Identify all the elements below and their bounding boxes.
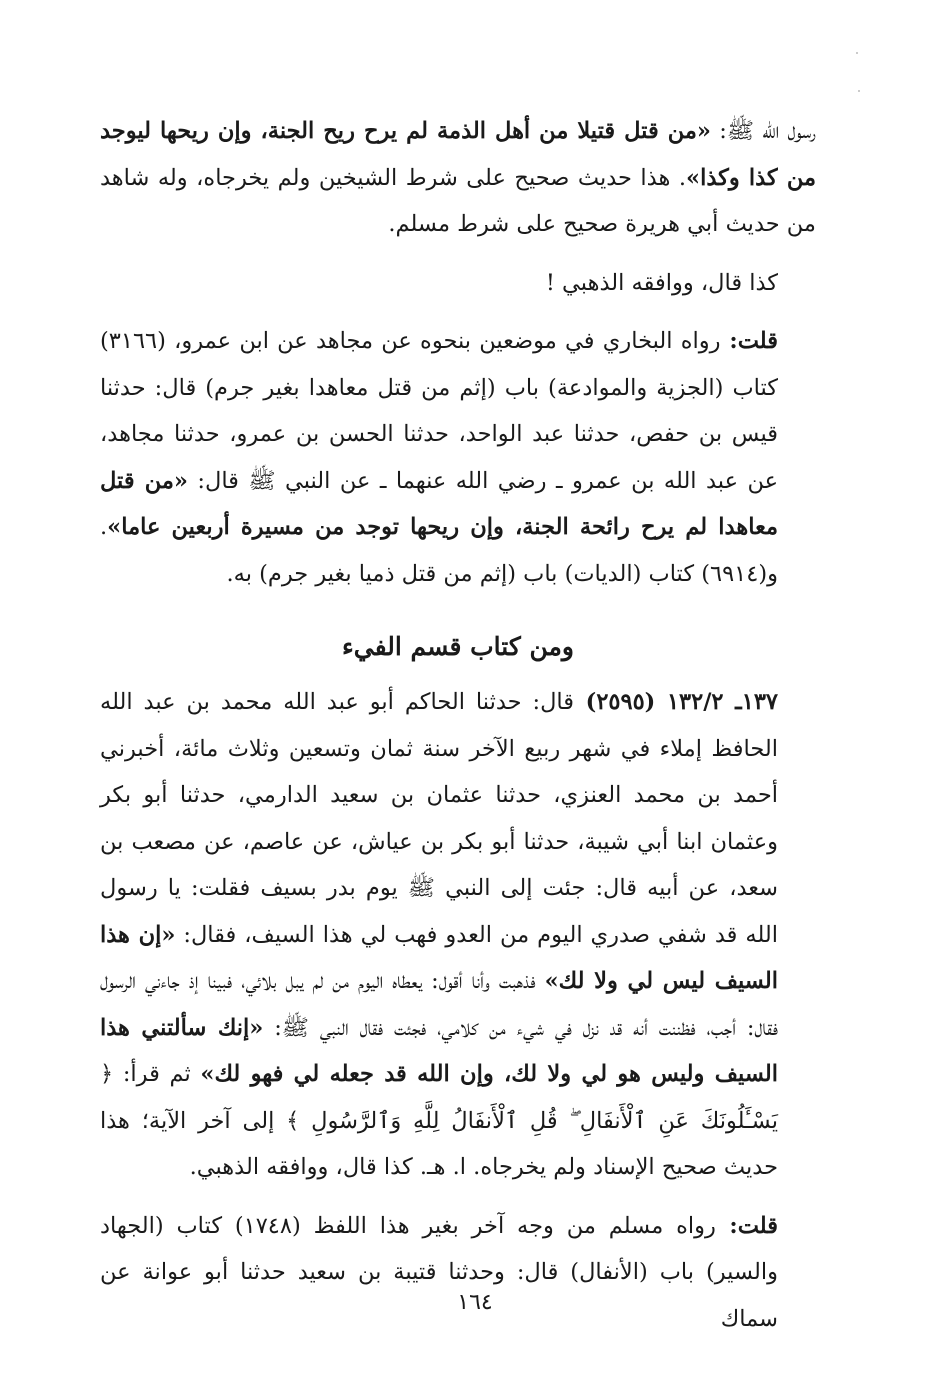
paragraph-2	[100, 260, 816, 307]
text-run: رواه مسلم من وجه آخر بغير هذا اللفظ (١٧٤٨) كتاب (الجهاد والسير) باب (الأنفال) قال: وحدثنا قتيبة بن سعيد حدثنا أبو عوانة عن سماك	[100, 1212, 778, 1332]
text-run: . هذا حديث صحيح على شرط الشيخين ولم يخرجاه، وله شاهد من حديث أبي هريرة صحيح على شرط مسلم.	[100, 164, 816, 237]
scan-speck	[858, 90, 860, 92]
text-run: ثم قرأ: ﴿ يَسْـَٔلُونَكَ عَنِ ٱلْأَنفَالِ ۖ قُلِ ٱلْأَنفَالُ لِلَّهِ وَٱلرَّسُولِ ﴾ إلى آخر الآية؛ هذا حديث صحيح الإسناد ولم يخرجاه. ا. هـ. كذا قال، ووافقه الذهبي.	[100, 1061, 778, 1180]
hadith-quote: «إن هذا السيف ليس لي ولا لك»	[100, 921, 778, 994]
text-run: قال: حدثنا الحاكم أبو عبد الله محمد بن عبد الله الحافظ إملاء في شهر ربيع الآخر سنة ثمان وتسعين وثلاث مائة، أخبرني أحمد بن محمد العنزي، حدثنا عثمان بن سعيد الدارمي، حدثنا أبو بكر وعثمان ابنا أبي شيبة، حدثنا أبو بكر بن عياش، عن عاصم، عن مصعب بن سعد، عن أبيه قال: جئت إلى النبي ﷺ يوم بدر بسيف فقلت: يا رسول الله قد شفي صدري اليوم من العدو فهب لي هذا السيف، فقال:	[100, 689, 778, 948]
hadith-quote: «من قتل معاهدا لم يرح رائحة الجنة، وإن ريحها توجد من مسيرة أربعين عاما»	[100, 467, 778, 540]
page-number: ١٦٤	[457, 1290, 493, 1315]
text-run: كذا قال، ووافقه الذهبي !	[545, 269, 778, 296]
note-label: قلت:	[715, 1212, 778, 1239]
hadith-number: ١٣٧ـ ١٣٢/٢ (٢٥٩٥)	[574, 689, 778, 715]
paragraph-4	[100, 679, 816, 1191]
note-label: قلت:	[720, 328, 779, 354]
document-page	[100, 108, 816, 1342]
paragraph-5	[100, 1203, 816, 1343]
section-heading: ومن كتاب قسم الفيء	[342, 632, 574, 661]
paragraph-3	[100, 318, 816, 597]
text-run: فذهبت وأنا أقول: يعطاه اليوم من لم يبل بلائي، فبينا إذ جاءني الرسول فقال: أجب، فظننت أنه قد نزل في شيء من كلامي، فجئت فقال النبي ﷺ:	[100, 968, 778, 1041]
hadith-quote: «إنك سألتني هذا السيف وليس هو لي ولا لك، وإن الله قد جعله لي فهو لك»	[100, 1014, 778, 1087]
scan-speck	[856, 52, 858, 54]
text-run: رواه البخاري في موضعين بنحوه عن مجاهد عن ابن عمرو، (٣١٦٦) كتاب (الجزية والموادعة) باب (إثم من قتل معاهدا بغير جرم) قال: حدثنا قيس بن حفص، حدثنا عبد الواحد، حدثنا الحسن بن عمرو، حدثنا مجاهد، عن عبد الله بن عمرو ـ رضي الله عنهما ـ عن النبي ﷺ قال:	[100, 328, 778, 494]
text-run: . و(٦٩١٤) كتاب (الديات) باب (إثم من قتل ذميا بغير جرم) به.	[100, 514, 778, 587]
hadith-quote: «من قتل قتيلا من أهل الذمة لم يرح ريح الجنة، وإن ريحها ليوجد من كذا وكذا»	[100, 118, 816, 191]
text-run: رسول الله ﷺ:	[710, 118, 816, 144]
paragraph-1	[100, 108, 816, 248]
